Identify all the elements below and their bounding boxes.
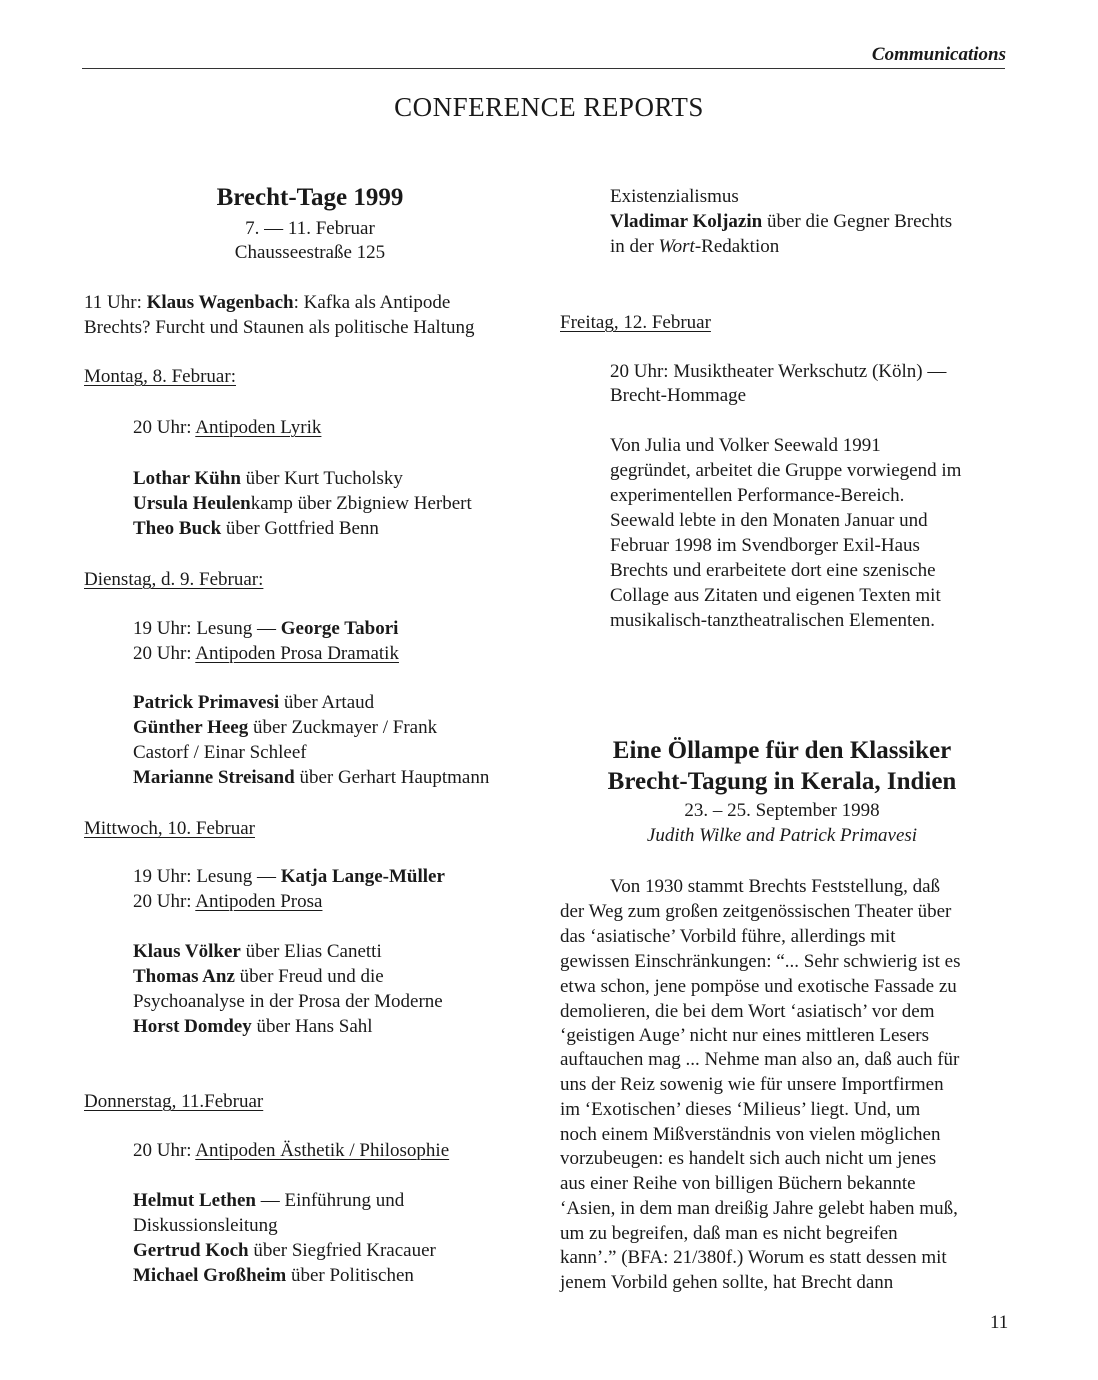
talk-line: Gertrud Koch über Siegfried Kracauer [133, 1240, 436, 1261]
talk-line: Lothar Kühn über Kurt Tucholsky [133, 468, 403, 489]
talk-line: Thomas Anz über Freud und die [133, 966, 384, 987]
continued-line-1: Existenzialismus [610, 186, 739, 207]
event-dates: 7. — 11. Februar [245, 218, 375, 239]
friday-para-line: Von Julia und Volker Seewald 1991 [610, 435, 881, 456]
friday-para-line: gegründet, arbeitet die Gruppe vorwiegend im [610, 460, 962, 481]
session-line: 20 Uhr: Antipoden Prosa Dramatik [133, 643, 399, 664]
friday-para-line: musikalisch-tanztheatralischen Elementen. [610, 610, 935, 631]
article-body-line: Von 1930 stammt Brechts Feststellung, daß [610, 876, 941, 897]
article-body-line: im ‘Exotischen’ dieses ‘Milieus’ liegt. Und, um [560, 1099, 921, 1120]
talk-line: Günther Heeg über Zuckmayer / Frank [133, 717, 438, 738]
article-title: Eine Öllampe für den Klassiker [612, 737, 952, 764]
talk-line-cont: Diskussionsleitung [133, 1215, 278, 1236]
continued-line-3: in der Wort-Redaktion [610, 236, 780, 257]
page-number: 11 [990, 1312, 1009, 1333]
article-body-line: noch einem Mißverständnis von vielen möglichen [560, 1124, 941, 1145]
talk-line-cont: Castorf / Einar Schleef [133, 742, 307, 763]
friday-para-line: Collage aus Zitaten und eigenen Texten mit [610, 585, 941, 606]
article-body-line: gewissen Einschränkungen: “... Sehr schwierig ist es [560, 951, 961, 972]
event-venue: Chausseestraße 125 [234, 242, 386, 263]
article-body-line: uns der Reiz sowenig wie für unsere Importfirmen [560, 1074, 944, 1095]
friday-line-1: 20 Uhr: Musiktheater Werkschutz (Köln) — [610, 361, 947, 382]
continued-line-2: Vladimar Koljazin über die Gegner Brechts [610, 211, 953, 232]
article-body-line: demolieren, die bei dem Wort ‘asiatisch’ vor dem [560, 1001, 935, 1022]
page-title: CONFERENCE REPORTS [394, 92, 704, 122]
day-heading-friday: Freitag, 12. Februar [560, 312, 711, 333]
session-line: 20 Uhr: Antipoden Ästhetik / Philosophie [133, 1140, 450, 1161]
talk-line: Marianne Streisand über Gerhart Hauptmann [133, 767, 490, 788]
article-body-line: kann’.” (BFA: 21/380f.) Worum es statt dessen mit [560, 1247, 947, 1268]
article-body-line: auftauchen mag ... Nehme man also an, daß auch für [560, 1049, 960, 1070]
article-body-line: das ‘asiatische’ Vorbild führe, allerdings mit [560, 926, 896, 947]
article-body-line: ‘Asien, in dem man dreißig Jahre gelebt haben muß, [560, 1198, 958, 1219]
friday-para-line: experimentellen Performance-Bereich. [610, 485, 905, 506]
friday-para-line: Februar 1998 im Svendborger Exil-Haus [610, 535, 920, 556]
article-body-line: etwa schon, jene pompöse und exotische Fassade zu [560, 976, 957, 997]
talk-line: Michael Großheim über Politischen [133, 1265, 414, 1286]
article-body-line: vorzubeugen: es handelt sich auch nicht um jenes [560, 1148, 937, 1169]
running-head: Communications [871, 44, 1006, 65]
article-dates: 23. – 25. September 1998 [684, 800, 880, 821]
article-body-line: aus einer Reihe von billigen Büchern bekannte [560, 1173, 916, 1194]
speaker-name: Klaus Wagenbach [146, 292, 294, 313]
talk-line: Patrick Primavesi über Artaud [133, 692, 375, 713]
article-body-line: um zu begreifen, daß man es nicht begreifen [560, 1223, 898, 1244]
talk-line: Horst Domdey über Hans Sahl [133, 1016, 373, 1037]
talk-line: Theo Buck über Gottfried Benn [133, 518, 379, 539]
friday-para-line: Brechts und erarbeitete dort eine szenische [610, 560, 936, 581]
talk-line: Helmut Lethen — Einführung und [133, 1190, 405, 1211]
article-authors: Judith Wilke and Patrick Primavesi [646, 825, 918, 846]
day-heading-monday: Montag, 8. Februar: [84, 366, 236, 387]
header-rule [82, 68, 1005, 69]
friday-para-line: Seewald lebte in den Monaten Januar und [610, 510, 928, 531]
article-body-line: jenem Vorbild gehen sollte, hat Brecht dann [560, 1272, 894, 1293]
talk-line: Klaus Völker über Elias Canetti [133, 941, 382, 962]
reading-line: 19 Uhr: Lesung — Katja Lange-Müller [133, 866, 445, 887]
session-line: 20 Uhr: Antipoden Prosa [133, 891, 323, 912]
friday-line-2: Brecht-Hommage [610, 385, 747, 406]
intro-line-2: Brechts? Furcht und Staunen als politische Haltung [84, 317, 475, 338]
day-heading-wednesday: Mittwoch, 10. Februar [84, 818, 255, 839]
day-heading-tuesday: Dienstag, d. 9. Februar: [84, 569, 264, 590]
talk-line: Ursula Heulenkamp über Zbigniew Herbert [133, 493, 472, 514]
intro-line-1: 11 Uhr: Klaus Wagenbach: Kafka als Antipode [84, 292, 451, 313]
article-body-line: ‘geistigen Auge’ nicht nur eines mittleren Lesers [560, 1025, 929, 1046]
article-body-line: der Weg zum großen zeitgenössischen Theater über [560, 901, 952, 922]
article-subtitle: Brecht-Tagung in Kerala, Indien [607, 768, 957, 795]
session-line: 20 Uhr: Antipoden Lyrik [133, 417, 322, 438]
day-heading-thursday: Donnerstag, 11.Februar [84, 1091, 264, 1112]
talk-line-cont: Psychoanalyse in der Prosa der Moderne [133, 991, 443, 1012]
reading-line: 19 Uhr: Lesung — George Tabori [133, 618, 399, 639]
event-title: Brecht-Tage 1999 [216, 184, 404, 211]
